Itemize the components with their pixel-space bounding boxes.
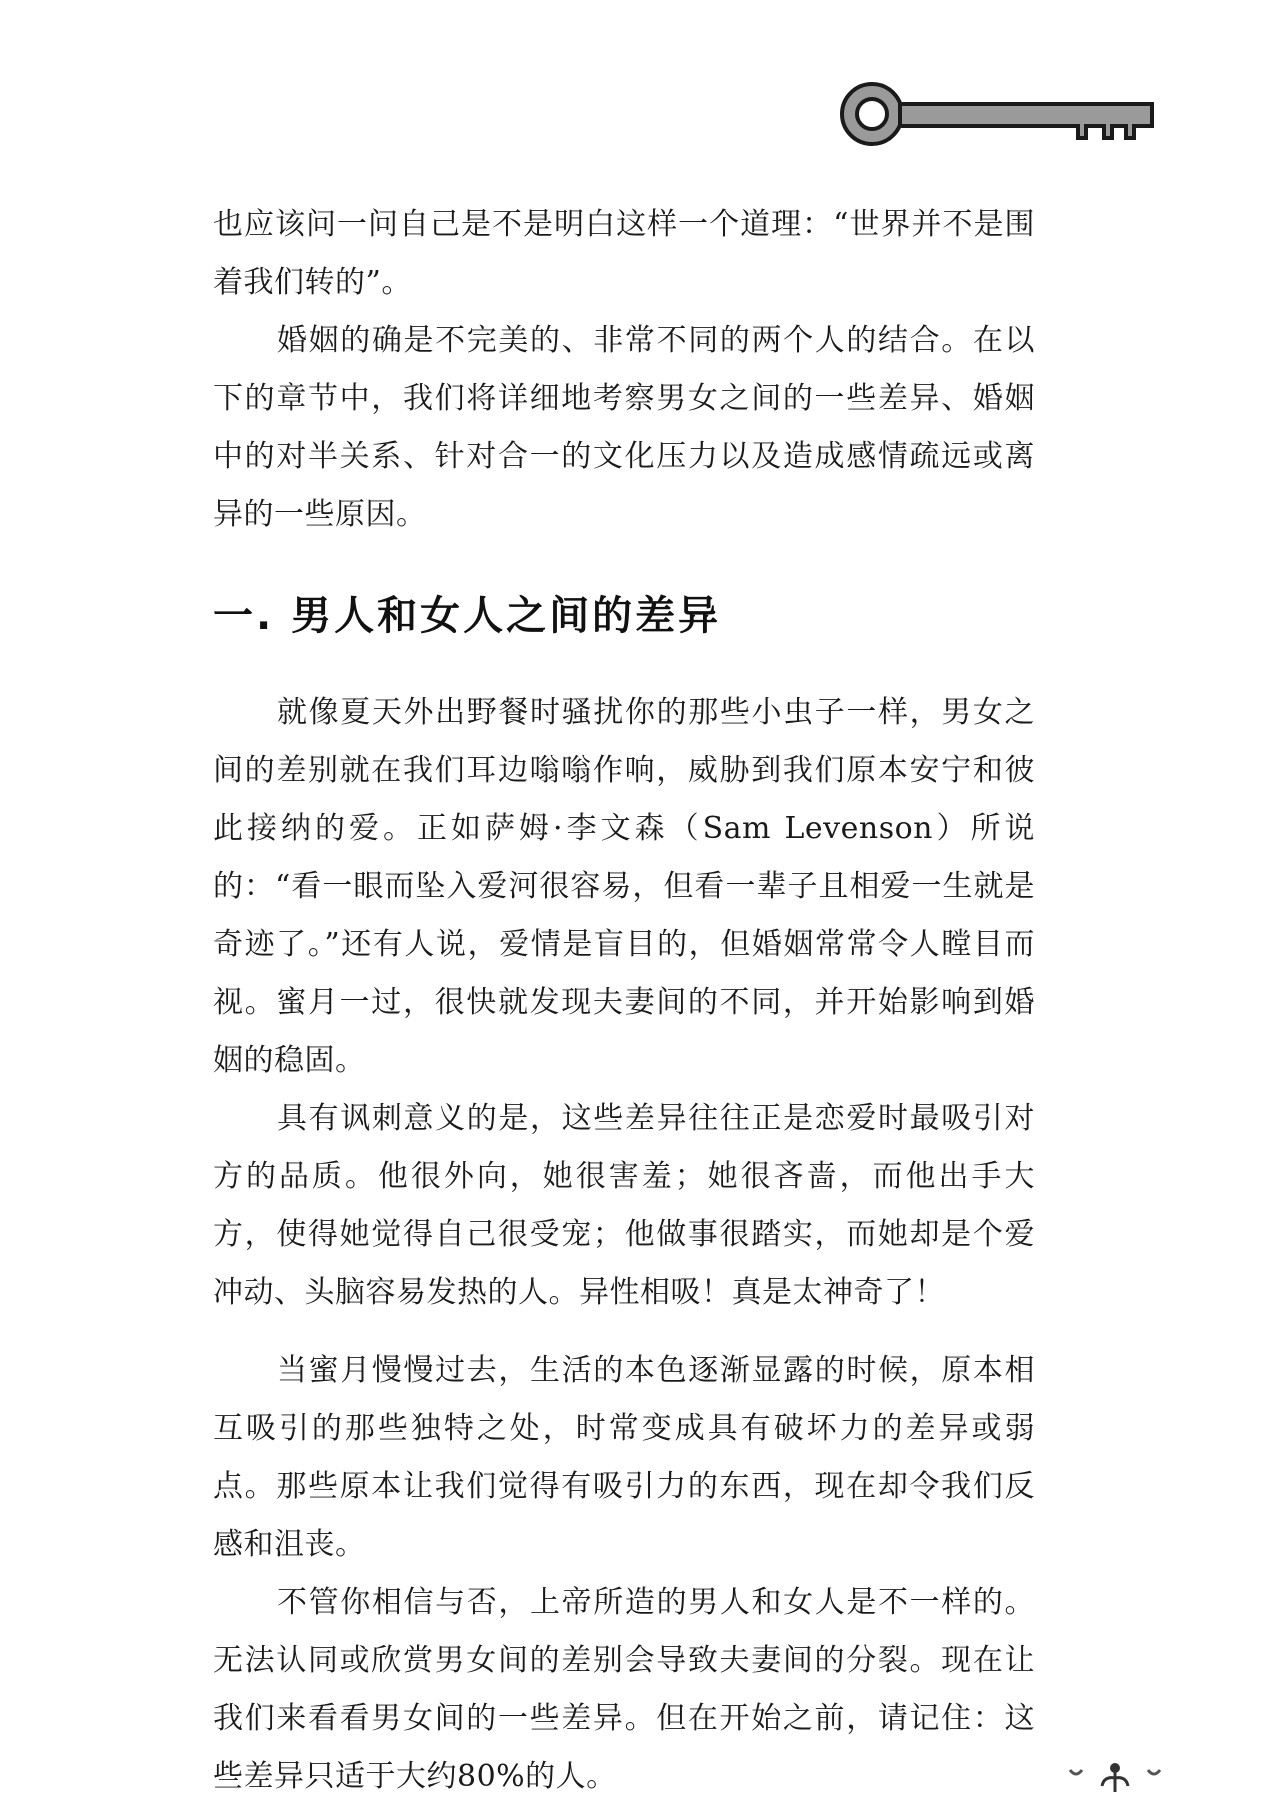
paragraph-intro-1: 也应该问一问自己是不是明白这样一个道理：“世界并不是围着我们转的”。: [213, 207, 1035, 300]
section-paragraph-2: 具有讽刺意义的是，这些差异往往正是恋爱时最吸引对方的品质。他很外向，她很害羞；她很吝啬，而他出手大方，使得她觉得自己很受宠；他做事很踏实，而她却是个爱冲动、头脑容易发热的人。异性相吸！真是太神奇了！: [213, 1101, 1035, 1310]
section-paragraph-1: 就像夏天外出野餐时骚扰你的那些小虫子一样，男女之间的差别就在我们耳边嗡嗡作响，威胁到我们原本安宁和彼此接纳的爱。正如萨姆·李文森（Sam Levenson）所说的：“看一眼而坠入爱河很容易，但看一辈子且相爱一生就是奇迹了。”还有人说，爱情是盲目的，但婚姻常常令人瞠目而视。蜜月一过，很快就发现夫妻间的不同，并开始影响到婚姻的稳固。: [213, 695, 1035, 1078]
key-icon: [836, 78, 1154, 150]
paragraph-intro-2: 婚姻的确是不完美的、非常不同的两个人的结合。在以下的章节中，我们将详细地考察男女之间的一些差异、婚姻中的对半关系、针对合一的文化压力以及造成感情疏远或离异的一些原因。: [213, 323, 1035, 532]
section-heading: 一. 男人和女人之间的差异: [213, 593, 722, 639]
page-content: [213, 196, 1035, 1806]
flower-ornament-icon: [1060, 1760, 1170, 1796]
section-paragraph-4: 不管你相信与否，上帝所造的男人和女人是不一样的。无法认同或欣赏男女间的差别会导致夫妻间的分裂。现在让我们来看看男女间的一些差异。但在开始之前，请记住：这些差异只适于大约80%的人。: [213, 1585, 1035, 1794]
section-paragraph-3: 当蜜月慢慢过去，生活的本色逐渐显露的时候，原本相互吸引的那些独特之处，时常变成具有破坏力的差异或弱点。那些原本让我们觉得有吸引力的东西，现在却令我们反感和沮丧。: [213, 1353, 1035, 1562]
